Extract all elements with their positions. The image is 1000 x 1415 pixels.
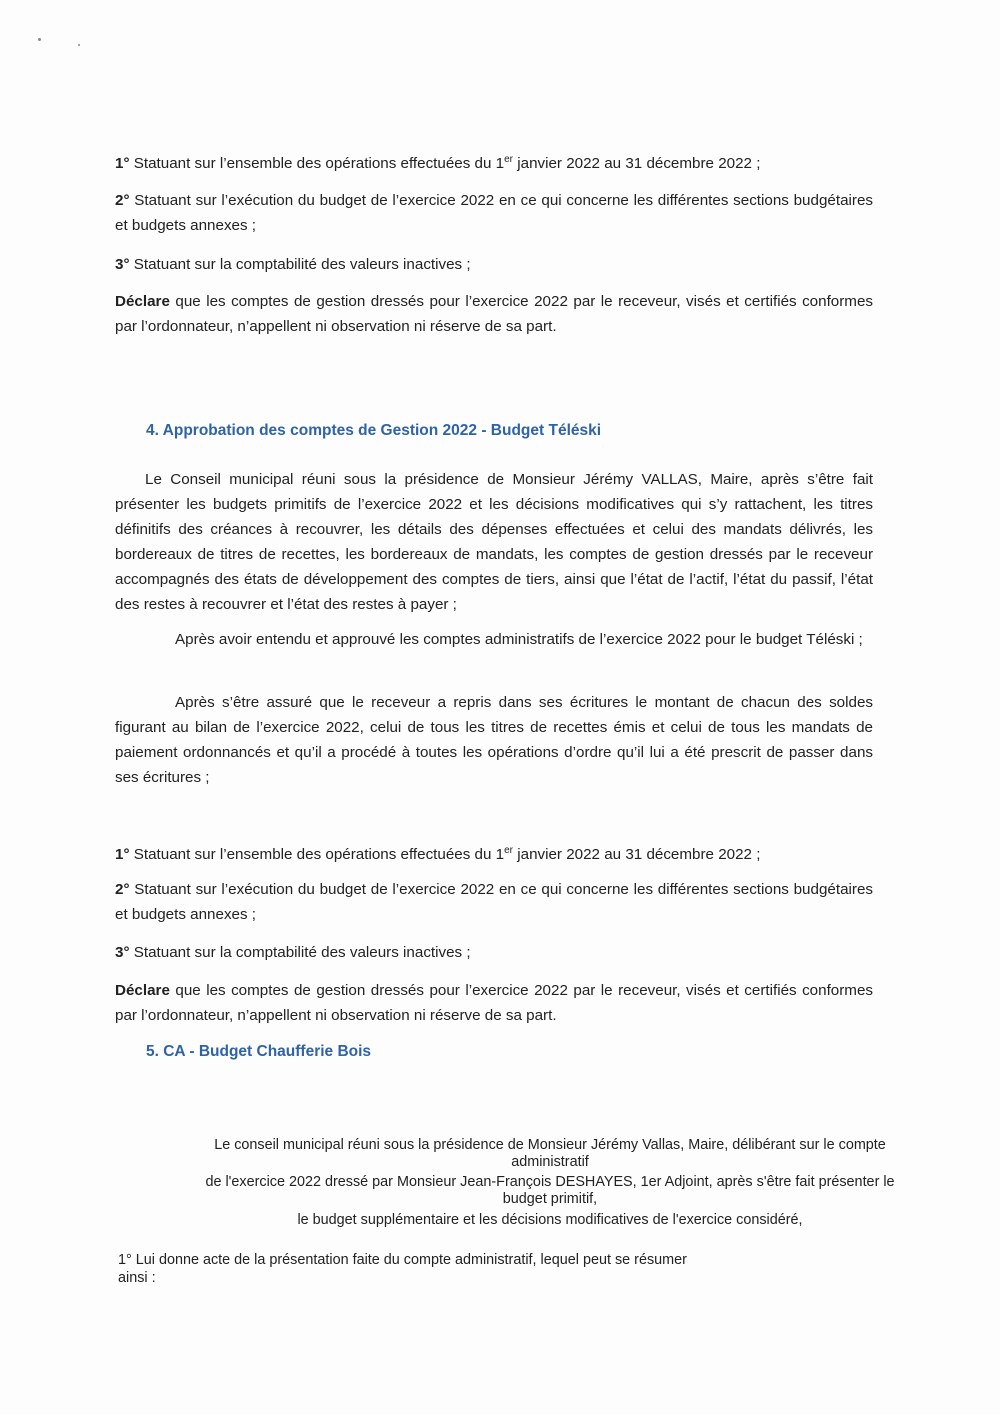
- item-number: 1°: [115, 846, 130, 863]
- declare-keyword: Déclare: [115, 982, 170, 999]
- s4-declare: [115, 978, 873, 1028]
- s4-after1: Après avoir entendu et approuvé les comptes administratifs de l’exercice 2022 pour le budget Téléski ;: [175, 631, 863, 648]
- s4-item3: [115, 940, 873, 965]
- item-number: 3°: [115, 944, 130, 961]
- declare-text: que les comptes de gestion dressés pour l’exercice 2022 par le receveur, visés et certifiés conformes par l’ordonnateur, n’appellent ni observation ni réserve de sa part.: [115, 293, 873, 335]
- item-text: Statuant sur l’ensemble des opérations effectuées du 1: [129, 846, 505, 863]
- s3-item3: [115, 252, 873, 277]
- item-text: Statuant sur la comptabilité des valeurs inactives ;: [129, 256, 471, 273]
- s4-item1: [115, 842, 873, 867]
- s5-line-7: ainsi :: [118, 1270, 156, 1286]
- item-text: Statuant sur l’exécution du budget de l’exercice 2022 en ce qui concerne les différentes sections budgétaires et budgets annexes ;: [115, 881, 873, 923]
- superscript: er: [504, 844, 514, 856]
- item-number: 2°: [115, 881, 130, 898]
- item-text: Statuant sur la comptabilité des valeurs inactives ;: [129, 944, 471, 961]
- s5-line-1: Le conseil municipal réuni sous la présidence de Monsieur Jérémy Vallas, Maire, délibérant sur le compte: [214, 1137, 886, 1153]
- item-text: Statuant sur l’ensemble des opérations effectuées du 1: [129, 155, 505, 172]
- section-5-heading: 5. CA - Budget Chaufferie Bois: [146, 1043, 372, 1060]
- s5-line-6: 1° Lui donne acte de la présentation faite du compte administratif, lequel peut se résumer: [118, 1252, 687, 1268]
- item-text: janvier 2022 au 31 décembre 2022 ;: [513, 155, 761, 172]
- scan-speck: [78, 44, 80, 46]
- s5-line-3: de l'exercice 2022 dressé par Monsieur Jean-François DESHAYES, 1er Adjoint, après s'être fait présenter le: [205, 1174, 895, 1190]
- section-4-heading: 4. Approbation des comptes de Gestion 2022 - Budget Téléski: [146, 422, 602, 439]
- item-text: janvier 2022 au 31 décembre 2022 ;: [513, 846, 761, 863]
- s3-item2: [115, 188, 873, 238]
- superscript: er: [504, 153, 514, 165]
- s5-line-2: administratif: [511, 1154, 589, 1170]
- item-number: 3°: [115, 256, 130, 273]
- scan-speck: [38, 38, 41, 41]
- s5-line-5: le budget supplémentaire et les décisions modificatives de l'exercice considéré,: [297, 1212, 803, 1228]
- s3-declare: [115, 289, 873, 339]
- s4-item2: [115, 877, 873, 927]
- s5-line-4: budget primitif,: [502, 1191, 598, 1207]
- declare-keyword: Déclare: [115, 293, 170, 310]
- item-number: 1°: [115, 155, 130, 172]
- item-number: 2°: [115, 192, 130, 209]
- declare-text: que les comptes de gestion dressés pour l’exercice 2022 par le receveur, visés et certifiés conformes par l’ordonnateur, n’appellent ni observation ni réserve de sa part.: [115, 982, 873, 1024]
- item-text: Statuant sur l’exécution du budget de l’exercice 2022 en ce qui concerne les différentes sections budgétaires et budgets annexes ;: [115, 192, 873, 234]
- s3-item1: [115, 151, 873, 176]
- s4-intro: Le Conseil municipal réuni sous la présidence de Monsieur Jérémy VALLAS, Maire, après s’être fait présenter les budgets primitifs de l’exercice 2022 et les décisions modificatives qui s’y rattachent, les titres définitifs des créances à recouvrer, les détails des dépenses effectuées et celui des mandats délivrés, les bordereaux de titres de recettes, les bordereaux de mandats, les comptes de gestion dressés par le receveur accompagnés des états de développement des comptes de tiers, ainsi que l’état de l’actif, l’état du passif, l’état des restes à recouvrer et l’état des restes à payer ;: [115, 471, 873, 613]
- s4-after2: Après s’être assuré que le receveur a repris dans ses écritures le montant de chacun des soldes figurant au bilan de l’exercice 2022, celui de tous les titres de recettes émis et celui de tous les mandats de paiement ordonnancés et qu’il a procédé à toutes les opérations d’ordre qu’il lui a été prescrit de passer dans ses écritures ;: [115, 694, 873, 786]
